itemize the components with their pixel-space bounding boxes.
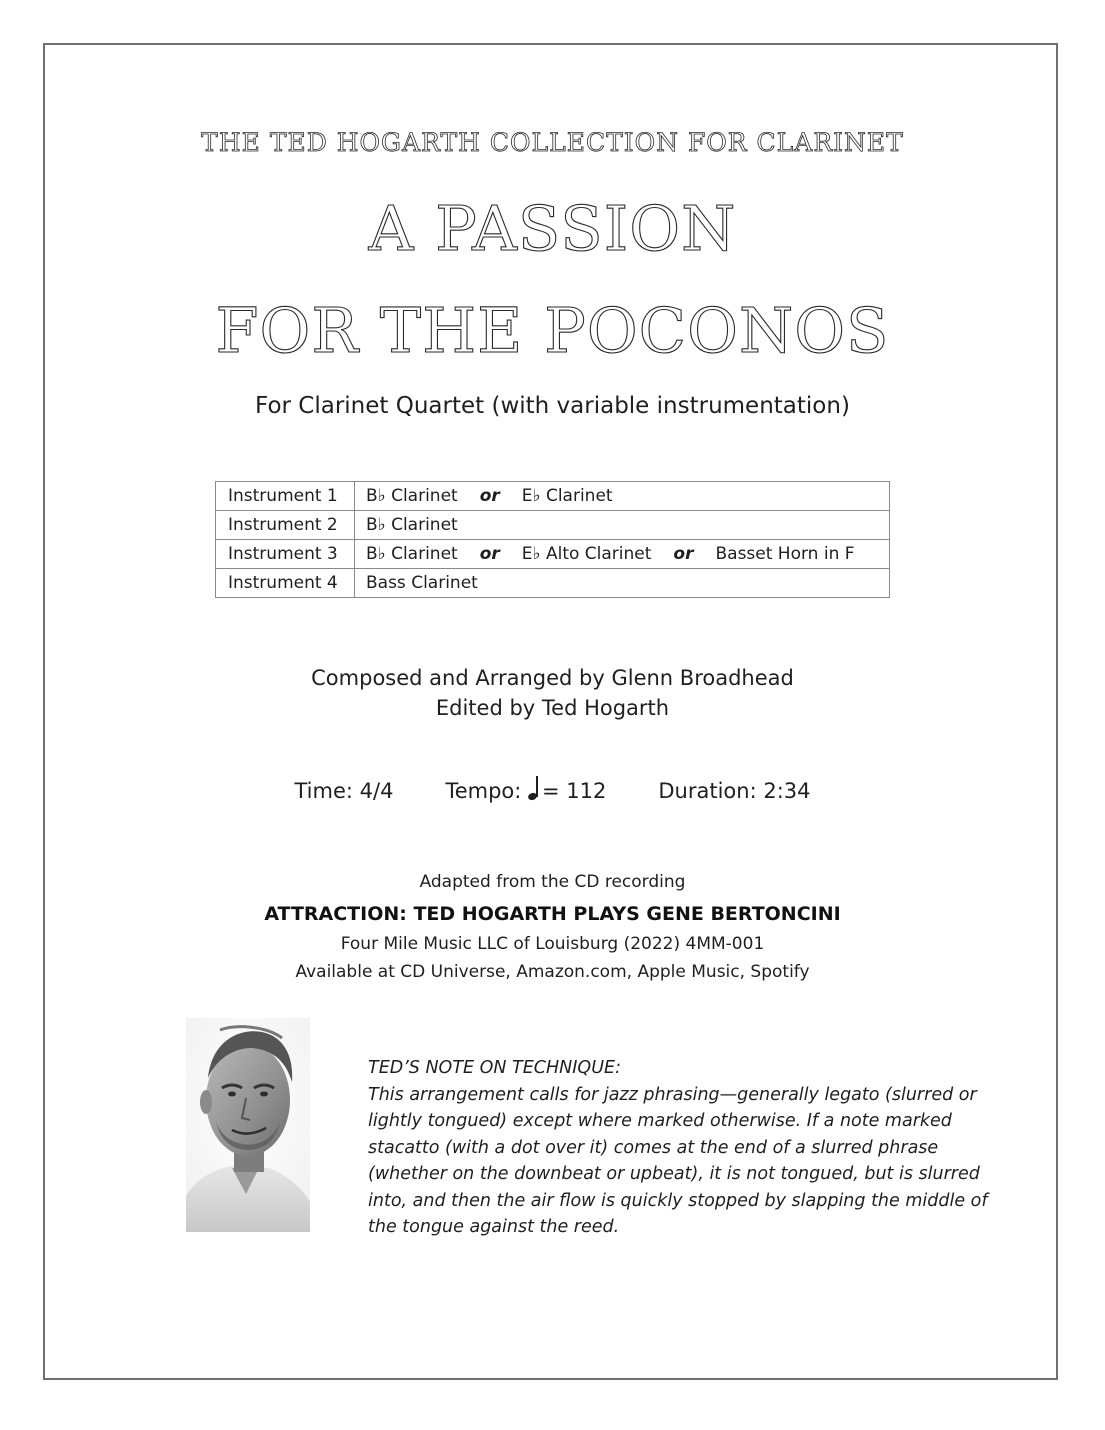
time-signature: Time: 4/4: [294, 779, 394, 803]
instrument-option: E♭ Clarinet: [521, 486, 613, 506]
instrument-options: [355, 540, 890, 569]
technique-note: [368, 1055, 998, 1241]
table-row: [216, 511, 890, 540]
table-row: [216, 482, 890, 511]
instrument-label: Instrument 1: [216, 482, 355, 511]
instrument-option: E♭ Alto Clarinet: [521, 544, 652, 564]
duration: Duration: 2:34: [658, 779, 811, 803]
instrument-label: Instrument 3: [216, 540, 355, 569]
album-title: ATTRACTION: TED HOGARTH PLAYS GENE BERTONCINI: [264, 903, 841, 925]
instrument-option: Basset Horn in F: [715, 544, 855, 564]
subtitle: For Clarinet Quartet (with variable instrumentation): [255, 393, 850, 419]
instrumentation-table: [215, 481, 890, 598]
music-meta: [0, 776, 1105, 803]
instrument-options: [355, 482, 890, 511]
technique-heading: TED’S NOTE ON TECHNIQUE:: [368, 1058, 621, 1078]
collection-title: THE TED HOGARTH COLLECTION FOR CLARINET: [201, 128, 904, 157]
quarter-note-icon: [528, 776, 542, 800]
table-row: [216, 540, 890, 569]
credits: [0, 663, 1105, 723]
or-word: or: [673, 544, 694, 564]
availability: Available at CD Universe, Amazon.com, Apple Music, Spotify: [295, 962, 810, 982]
instrument-option: B♭ Clarinet: [366, 544, 458, 564]
instrument-label: Instrument 4: [216, 569, 355, 598]
tempo-value: = 112: [542, 779, 607, 803]
table-row: [216, 569, 890, 598]
technique-body: This arrangement calls for jazz phrasing—generally legato (slurred or lightly tongued) except where marked otherwise. If a note marked stacatto (with a dot over it) comes at the end of a slurred phrase (whether on the downbeat or upbeat), it is not tongued, but is slurred into, and then the air flow is quickly stopped by slapping the middle of the tongue against the reed.: [368, 1084, 988, 1237]
instrument-label: Instrument 2: [216, 511, 355, 540]
main-title-line1: A PASSION: [368, 192, 737, 265]
instrument-option: Bass Clarinet: [366, 573, 478, 593]
instrument-option: B♭ Clarinet: [366, 486, 458, 506]
instrument-options: [355, 511, 890, 540]
record-label: Four Mile Music LLC of Louisburg (2022) 4MM-001: [340, 934, 765, 954]
instrument-option: B♭ Clarinet: [366, 515, 458, 535]
tempo-label: Tempo:: [445, 779, 522, 803]
editor-credit: Edited by Ted Hogarth: [435, 696, 670, 720]
or-word: or: [479, 544, 500, 564]
portrait-photo: [186, 1018, 310, 1232]
main-title-line2: FOR THE POCONOS: [215, 294, 890, 367]
composer-credit: Composed and Arranged by Glenn Broadhead: [311, 666, 794, 690]
instrument-options: [355, 569, 890, 598]
adapted-from: Adapted from the CD recording: [419, 872, 686, 892]
or-word: or: [479, 486, 500, 506]
